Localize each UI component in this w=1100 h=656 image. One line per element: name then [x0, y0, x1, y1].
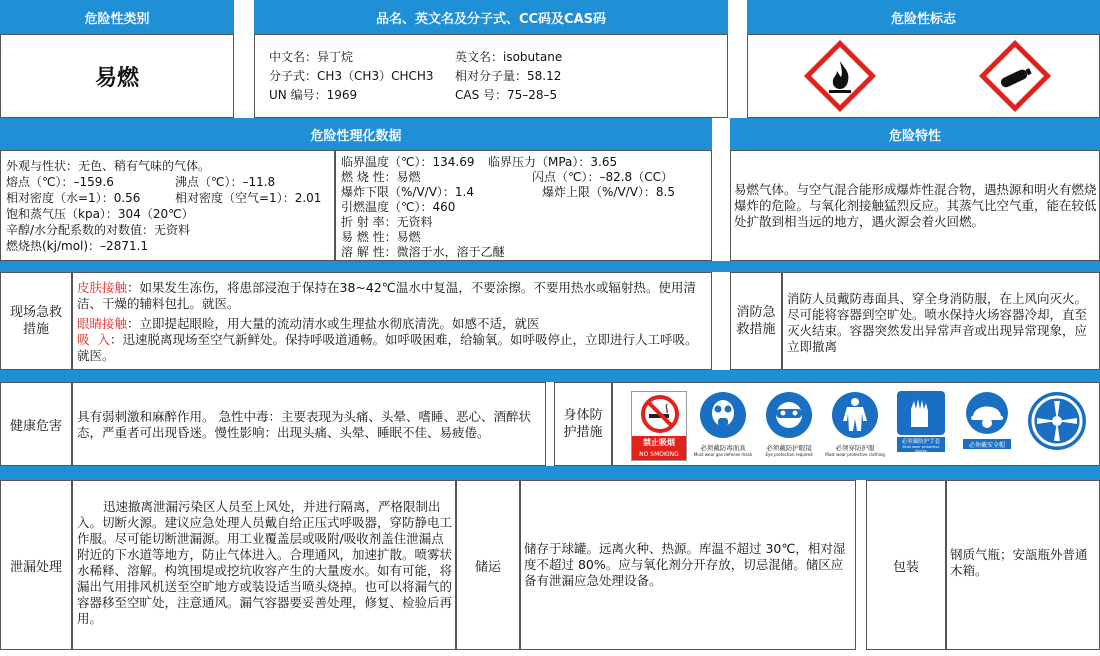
prop-density-water: 相对密度（水=1）：0.56: [6, 191, 141, 205]
hazard-class-header: 危险性类别: [0, 0, 234, 34]
inhale-label: 吸 入: [77, 332, 110, 347]
ppe-no-smoking-cn: 禁止吸烟: [632, 436, 686, 448]
fire-label: 消防急救措施: [736, 305, 776, 337]
storage-label: 储运: [474, 559, 501, 575]
gas-mask-icon: [699, 391, 747, 439]
fire-label-cell: [730, 272, 782, 370]
ventilation-fan-icon: [1027, 391, 1087, 451]
hazard-class-value: 易燃: [94, 65, 139, 91]
prop-vapor-pressure: 饱和蒸气压（kpa）：304（20℃）: [6, 207, 194, 221]
first-aid-cell: [72, 272, 712, 370]
ppe-item-no-smoking: [631, 391, 687, 461]
ppe-no-smoking-en: NO SMOKING: [632, 448, 686, 460]
goggles-icon: [765, 391, 813, 439]
props-left-cell: [0, 150, 335, 261]
prop-boiling: 沸点（℃）：–11.8: [175, 175, 276, 189]
health-label: 健康危害: [9, 418, 62, 434]
un-number: UN 编号：1969: [269, 88, 358, 102]
names-header: 品名、英文名及分子式、CC码及CAS码: [254, 0, 728, 34]
first-aid-label-cell: [0, 272, 72, 370]
storage-label-cell: [456, 480, 520, 650]
props-header: 危险性理化数据: [0, 118, 712, 150]
prop-combustion-heat: 燃烧热(kj/mol)：–2871.1: [6, 239, 149, 253]
fire-text: 消防人员戴防毒面具、穿全身消防服，在上风向灭火。尽可能将容器到空旷处。喷水保持火场容器冷却，直至灭火结束。容器突然发出异常声音或出现异常现象，应立即撤离: [787, 291, 1088, 354]
ppe-goggles-en: Eye protection required: [765, 452, 813, 457]
cas-number: CAS 号：75–28–5: [455, 88, 558, 102]
health-text: 具有弱刺激和麻醉作用。 急性中毒：主要表现为头痛、头晕、嗜睡、恶心、酒醉状态，严重者可出现昏迷。慢性影响：出现头痛、头晕、睡眠不佳、易疲倦。: [77, 409, 531, 440]
flammable-pictogram-icon: [803, 39, 877, 113]
ppe-gloves-en: Must wear protective gloves: [897, 445, 945, 452]
prop-flash-point: 闪点（℃）：–82.8（CC）: [532, 170, 673, 184]
leak-label: 泄漏处理: [9, 559, 62, 575]
package-text: 钢质气瓶；安瓿瓶外普通木箱。: [950, 547, 1088, 578]
formula: 分子式：CH3（CH3）CHCH3: [269, 69, 434, 83]
prop-critical-pressure: 临界压力（MPa）：3.65: [488, 155, 618, 169]
prop-solubility: 溶 解 性：微溶于水，溶于乙醚: [341, 245, 505, 259]
ppe-gas-mask-cn: 必须戴防毒面具: [700, 444, 746, 452]
ppe-label: 身体防护措施: [563, 408, 603, 440]
package-label: 包装: [892, 559, 919, 575]
health-label-cell: [0, 382, 72, 466]
gas-cylinder-pictogram-icon: [978, 39, 1052, 113]
ppe-clothing-en: Must wear protective clothing: [825, 452, 885, 457]
prop-critical-temp: 临界温度（℃）：134.69: [341, 155, 475, 169]
prop-refractive: 折 射 率：无资料: [341, 215, 433, 229]
protective-clothing-icon: [831, 391, 879, 439]
first-aid-label: 现场急救措施: [9, 305, 62, 337]
ppe-goggles-cn: 必须戴防护眼镜: [766, 444, 812, 452]
ppe-gas-mask-en: Must wear gas defense mask: [693, 452, 753, 457]
prop-partition: 辛醇/水分配系数的对数值：无资料: [6, 223, 191, 237]
ppe-clothing-cn: 必须穿防护服: [835, 444, 875, 452]
cn-name: 中文名：异丁烷: [269, 50, 354, 64]
storage-text: 储存于球罐。远离火种、热源。库温不超过 30℃，相对湿度不超过 80%。应与氧化剂分开存放，切忌混储。储区应备有泄漏应急处理设备。: [524, 541, 846, 588]
prop-melting: 熔点（℃）：–159.6: [6, 175, 114, 189]
hazard-char-cell: [730, 150, 1100, 261]
en-name: 英文名：isobutane: [455, 50, 563, 64]
no-smoking-icon: [640, 394, 680, 434]
prop-appearance: 外观与性状：无色、稍有气味的气体。: [6, 159, 211, 173]
health-cell: [72, 382, 546, 466]
package-cell: [946, 480, 1100, 650]
ppe-label-cell: [554, 382, 612, 466]
sign-header: 危险性标志: [747, 0, 1100, 34]
eye-label: 眼睛接触: [77, 316, 128, 331]
prop-density-air: 相对密度（空气=1）：2.01: [175, 191, 322, 205]
ppe-helmet-cn: 必须戴安全帽: [963, 439, 1011, 449]
skin-label: 皮肤接触: [77, 280, 128, 295]
sign-cell: [747, 34, 1100, 118]
prop-flammability: 燃 烧 性：易燃: [341, 170, 421, 184]
hazard-char-header: 危险特性: [730, 118, 1100, 150]
ppe-gloves-cn: 必须戴防护手套: [897, 437, 945, 445]
fire-cell: [782, 272, 1100, 370]
package-label-cell: [866, 480, 946, 650]
first-aid-eye: 眼睛接触：立即提起眼睑，用大量的流动清水或生理盐水彻底清洗。如感不适，就医: [77, 316, 540, 331]
prop-lower-limit: 爆炸下限（%/V/V）：1.4: [341, 185, 474, 199]
hazard-class-cell: [0, 34, 234, 118]
hazard-char-text: 易燃气体。与空气混合能形成爆炸性混合物，遇热源和明火有燃烧爆炸的危险。与氧化剂接触猛烈反应。其蒸气比空气重，能在较低处扩散到相当远的地方，遇火源会着火回燃。: [734, 182, 1097, 229]
first-aid-skin: 皮肤接触：如果发生冻伤，将患部浸泡于保持在38~42℃温水中复温，不要涂擦。不要用热水或辐射热。使用清洁、干燥的辅料包扎。就医。: [77, 280, 696, 311]
names-cell: [254, 34, 728, 118]
prop-inflammability: 易 燃 性：易燃: [341, 230, 421, 244]
storage-cell: [520, 480, 856, 650]
ppe-cell: [612, 382, 1100, 466]
leak-text: 迅速撤离泄漏污染区人员至上风处，并进行隔离，严格限制出入。切断火源。建议应急处理人员戴自给正压式呼吸器，穿防静电工作服。尽可能切断泄漏源。用工业覆盖层或吸附/吸收剂盖住泄漏点附近的下水道等地方，防止气体进入。合理通风，加速扩散。喷雾状水稀释、溶解。构筑围堤或挖坑收容产生的大量废水。如有可能，将漏出气用排风机送至空旷地方或装设适当喷头烧掉。也可以将漏气的容器移至空旷处，注意通风。漏气容器要妥善处理，修复、检验后再用。: [77, 499, 453, 626]
prop-ignition-temp: 引燃温度（℃）：460: [341, 200, 456, 214]
leak-label-cell: [0, 480, 72, 650]
leak-cell: [72, 480, 456, 650]
props-right-cell: [335, 150, 712, 261]
prop-upper-limit: 爆炸上限（%/V/V）：8.5: [542, 185, 675, 199]
molecular-weight: 相对分子量：58.12: [455, 69, 562, 83]
safety-helmet-icon: [963, 391, 1011, 435]
first-aid-inhale: 吸 入：迅速脱离现场至空气新鲜处。保持呼吸道通畅。如呼吸困难，给输氧。如呼吸停止，立即进行人工呼吸。就医。: [77, 332, 698, 363]
gloves-icon: [897, 391, 945, 435]
